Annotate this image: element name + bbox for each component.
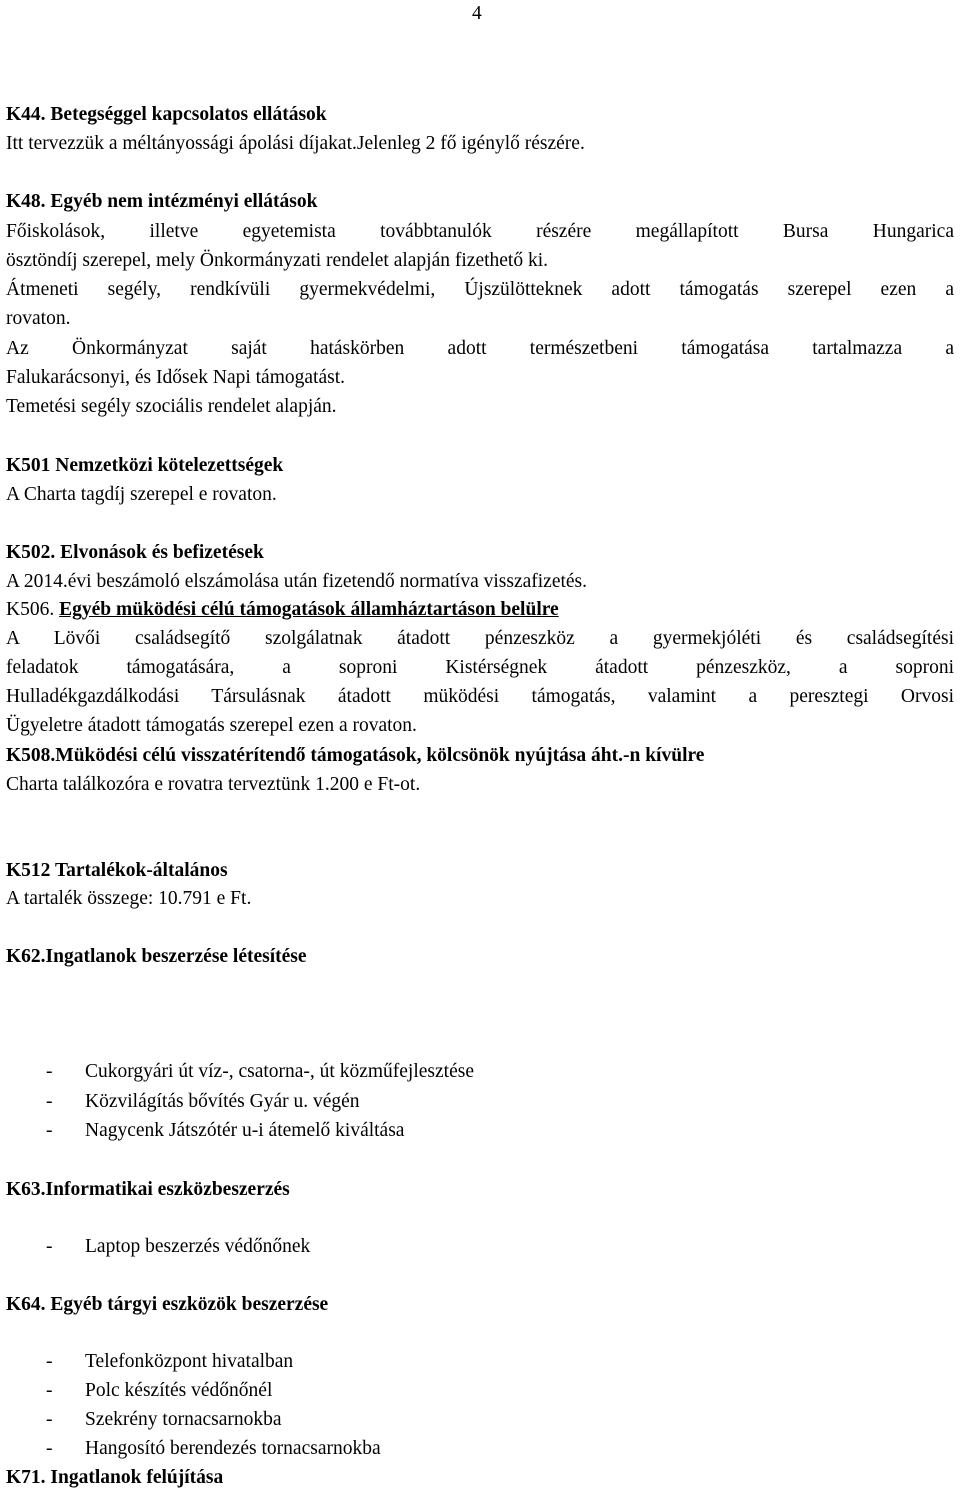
k506-title: Egyéb müködési célú támogatások államháztartáson belülre: [59, 599, 559, 620]
k506-line-3: Hulladékgazdálkodási Társulásnak átadott müködési támogatás, valamint a peresztegi Orvosi: [6, 686, 954, 707]
section-heading-k63: K63.Informatikai eszközbeszerzés: [6, 1179, 290, 1200]
k506-line-2: feladatok támogatására, a soproni Kistérségnek átadott pénzeszköz, a soproni: [6, 657, 954, 678]
k48-line-2: ösztöndíj szerepel, mely Önkormányzati rendelet alapján fizethető ki.: [6, 250, 549, 271]
section-heading-k502: K502. Elvonások és befizetések: [6, 542, 264, 563]
bullet-dash: -: [46, 1351, 53, 1372]
k48-line-6: Falukarácsonyi, és Idősek Napi támogatást.: [6, 367, 345, 388]
list-item-text: Telefonközpont hivatalban: [85, 1351, 294, 1372]
bullet-dash: -: [46, 1438, 53, 1459]
section-heading-k62: K62.Ingatlanok beszerzése létesítése: [6, 946, 307, 967]
section-heading-k48: K48. Egyéb nem intézményi ellátások: [6, 191, 318, 212]
bullet-dash: -: [46, 1409, 53, 1430]
k48-line-3: Átmeneti segély, rendkívüli gyermekvédelmi, Újszülötteknek adott támogatás szerepel ezen a: [6, 279, 954, 300]
k508-code: K508.: [6, 745, 56, 766]
k48-line-7: Temetési segély szociális rendelet alapján.: [6, 396, 337, 417]
bullet-dash: -: [46, 1120, 53, 1141]
k44-text: Itt tervezzük a méltányossági ápolási díjakat.Jelenleg 2 fő igénylő részére.: [6, 133, 585, 154]
k506-line-4: Ügyeletre átadott támogatás szerepel ezen a rovaton.: [6, 715, 417, 736]
k48-line-1: Főiskolások, illetve egyetemista továbbtanulók részére megállapított Bursa Hungarica: [6, 221, 954, 242]
list-item-text: Polc készítés védőnőnél: [85, 1380, 273, 1401]
section-heading-k64: K64. Egyéb tárgyi eszközök beszerzése: [6, 1294, 329, 1315]
k512-text: A tartalék összege: 10.791 e Ft.: [6, 888, 252, 909]
page-number: 4: [472, 3, 482, 24]
k48-line-5: Az Önkormányzat saját hatáskörben adott természetbeni támogatása tartalmazza a: [6, 338, 954, 359]
bullet-dash: -: [46, 1061, 53, 1082]
k48-line-4: rovaton.: [6, 308, 71, 329]
section-heading-k508: [6, 744, 954, 768]
list-item-text: Közvilágítás bővítés Gyár u. végén: [85, 1091, 360, 1112]
bullet-dash: -: [46, 1091, 53, 1112]
section-heading-k512: K512 Tartalékok-általános: [6, 860, 228, 881]
k501-text: A Charta tagdíj szerepel e rovaton.: [6, 484, 277, 505]
section-heading-k501: K501 Nemzetközi kötelezettségek: [6, 455, 284, 476]
section-heading-k44: K44. Betegséggel kapcsolatos ellátások: [6, 104, 327, 125]
k508-text: Charta találkozóra e rovatra terveztünk 1.200 e Ft-ot.: [6, 774, 421, 795]
section-heading-k71: K71. Ingatlanok felújítása: [6, 1467, 224, 1488]
k508-title: Müködési célú visszatérítendő támogatások, kölcsönök nyújtása áht.-n kívülre: [55, 745, 705, 766]
list-item-text: Laptop beszerzés védőnőnek: [85, 1236, 311, 1257]
k506-code: K506.: [6, 599, 55, 620]
k506-line-1: A Lövői családsegítő szolgálatnak átadott pénzeszköz a gyermekjóléti és családsegítési: [6, 628, 954, 649]
k502-text: A 2014.évi beszámoló elszámolása után fizetendő normatíva visszafizetés.: [6, 571, 588, 592]
list-item-text: Hangosító berendezés tornacsarnokba: [85, 1438, 381, 1459]
list-item-text: Nagycenk Játszótér u-i átemelő kiváltása: [85, 1120, 405, 1141]
list-item-text: Cukorgyári út víz-, csatorna-, út közműfejlesztése: [85, 1061, 474, 1082]
list-item-text: Szekrény tornacsarnokba: [85, 1409, 282, 1430]
section-heading-k506: [6, 598, 954, 622]
bullet-dash: -: [46, 1380, 53, 1401]
bullet-dash: -: [46, 1236, 53, 1257]
